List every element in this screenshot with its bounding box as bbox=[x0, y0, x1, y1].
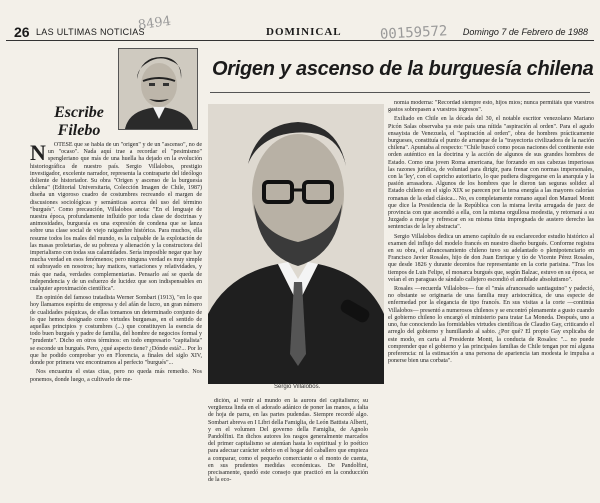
drop-cap: N bbox=[30, 142, 46, 165]
page-header bbox=[6, 26, 594, 41]
handwritten-annotation: 8494 bbox=[137, 13, 172, 34]
article-title: Origen y ascenso de la burguesía chilena bbox=[212, 58, 594, 80]
title-rule bbox=[210, 92, 590, 93]
main-photo bbox=[208, 104, 384, 384]
paragraph: Rosales —recuerda Villalobos— fue el "más afrancesado santiaguino" y padeció, no obstante se originaria de una familia muy aristocrática, de una especie de enfermedad por la elegancia de tipo francés. En sus visitas a la corte —continúa Villalobos— presentó a numerosos chilenos y se encontró plenamente a gusto cuando el gobierno chileno lo encargó el ministerio para tratar La Moneda. Después, uno a uno, fue conociendo las formidables virtudes científicas de Claudio Gay, criticando el arreglo del gobierno y humillando al sabio. ¿Por qué? El propio Gay explicaba de este modo, en carta al Presidente Montt, la conducta de Rosales: "... no puede comprender que el gobierno y las principales familias de Chile tengan por mí alguna preferencia: ni la estimación a una persona de apariencia tan modesta le impulsa a ponerse bien una corbata". bbox=[388, 286, 594, 365]
author-portrait-drawing bbox=[119, 49, 197, 129]
photo-caption: Sergio Villalobos. bbox=[274, 384, 321, 390]
article-column-3 bbox=[388, 100, 594, 497]
archive-stamp: 00159572 bbox=[379, 23, 448, 43]
publication-name: LAS ULTIMAS NOTICIAS bbox=[36, 27, 145, 37]
section-name: DOMINICAL bbox=[266, 26, 342, 38]
issue-date: Domingo 7 de Febrero de 1988 bbox=[462, 27, 588, 37]
paragraph: Nos encuantra el estas citas, pero no queda más remedio. Nos ponemos, donde luego, a cultivarlo de me- bbox=[30, 369, 202, 383]
article-column-1 bbox=[30, 142, 202, 497]
byline: Escribe Filebo bbox=[54, 104, 104, 139]
main-photo-drawing bbox=[208, 104, 384, 384]
paragraph: dición, al venir al mundo en la aurora del capitalismo; su vergüenza linda en el adorado adánico de poner las manos, a falta de hoja de parra, en las partes pudendas. Siempre recordé algo. Sombart abreva en I Libri della Famiglia, de León Battista Alberti, y en el volumen Del governo della Famiglia, de Agnolo Pandolfini. En dichos autores los rasgos generalmente marcados del primer capitalismo se atenúan hasta lo espiritual y lo poético para adecuar carácter sobrio en el hogar del caballero que empieza a comparar, como el pequeño comerciante o el monto de cuenta, en sus prudentes medidas económicas. De Pandolfini, precisamente, quedó este consejo que practicó en la conducción de la eco- bbox=[208, 398, 368, 484]
paragraph: Sergio Villalobos dedica un ameno capítulo de su esclarecedor estudio histórico al examen del influjo del modelo francés en nuestro diseño burgués. Conforme registra en su obra, el afrancesamiento chileno tuvo su adelantado o plenipotenciario en Francisco Javier Rosales, hijo de don Juan Enrique y tío de Vicente Pérez Rosales, que desde 1826 y durante decenios fue representante en la corte parisina. "Tras los tiempos de Luis Felipe, el monarca burgués que, según Balzac, estuvo en su época, se veían el en paraguas de sándalo callejero escondió el amiblade absolutismo". bbox=[388, 233, 594, 283]
paragraph: En opinión del famoso tratadista Werner Sombart (1913), "en lo que hoy llamamos espíritu de empresa y del afán de lucro, un gran número de cualidades psíquicas, de ellas tomamos un determinado conjunto de lo que hemos designado como virtudes burguesas, en el sentido de aquellas principios y costumbres (...) que constituyen la esencia de todo buen burgués y padre de familia, del hombre de negocios formal y "prudente". Dicho en otros términos: en todo empresario "capitalista" se esconde un burgués. Pero, ¿qué aspecto tiene? ¿Dónde está?... Por lo que he podido comprobar yo en Florencia, a finales del siglo XIV, donde por primera vez encontramos al perfecto "burgués"... bbox=[30, 295, 202, 367]
page-number: 26 bbox=[14, 24, 30, 40]
paragraph: OTESE que se habla de un "origen" y de un "ascenso", no de un "ocaso". Nada aquí trae a recordar el "pesimismo" spengleriano que más de una huella ha dejado en la evolución historiográfica de nuestro país. Sergio Villalobos, prestigio investigador, excelente narrador, representa la contraparte del ideólogo doliente de historiador. Su obra "Origen y ascenso de la burguesía chilena" (Editorial Universitaria, Colección Imagen de Chile, 1987) diseña un vigoroso cuadro de costumbres recreando el margen de discusiones sociológicas y semánticas acerca del uso del término "burgués". Como precaución, Villalobos anota: "En el lenguaje de nuestra época, profundamente influido por toda clase de doctrinas y animosidades, burguesía es una expresión de condena que se lanza sobre una clase social de viejo raigambre histórica. Para muchos, ella resume todos los males del mundo, es la culpable de la explotación de las masas proletarias, de su pobreza y alienación y la constructora del imperialismo con todas sus calamidades. Sería imposible negar que hay mucha verdad en esos fenómenos; pero ninguna verdad es muy simple ni subrayado en nosotros; hay matices, variaciones y relatividades, y más que nada, verdades complementarias. Pensarlo así se queda de independencia y de un esfuerzo de lucidez que son indispensables en cualquier aproximación científica". bbox=[30, 142, 202, 293]
paragraph: nomía moderna: "Recordad siempre esto, hijos míos; nunca permitáis que vuestros gastos sobrepasen a vuestros ingresos". bbox=[388, 100, 594, 114]
author-portrait bbox=[118, 48, 198, 130]
paragraph: Exiliado en Chile en la década del 30, el notable escritor venezolano Mariano Picón Salas observaba ya este país una nítida "aspiración al orden". Para el agudo ensayista de Venezuela, el "aspiración al orden", obra de hombres prácticamente burgueses, constituía el punto de arranque de la "trayectoria civilizadora de la nación chilena". Apuntaba al respecto: "Chile buscó como pocas naciones del continente este orden auténtico en la doctrina y la acción de algunos de sus grandes hombres de Estado. Como una joven Roma americana, fue forzando en sus cabezas imperiosas las razones jurídica, de voluntad para dirigir, para frenar con normas impersonales, con la 'ley', con el capricho autoritario, lo que pudiera disgregarse en la anarquía y la pasión arrasadora. Algunos de los hombres que le dieron tan seguras solidez al Estado chileno en el siglo XIX se parecen por la tersa energía a las mayores calorías romanas de la edad clásica... No, es completamente romano aquel don Manuel Montt que dice la Presidencia de la República con la misma levita arrugada de juez de provincia con que ascendió a ella, con la misma orgullosa modestia, y retornará a su Juzgado a mojar y refrescar en su misma tinta impregnada de austero derecho las sentencias de la ley abstracta". bbox=[388, 116, 594, 231]
article-column-2 bbox=[208, 398, 368, 498]
